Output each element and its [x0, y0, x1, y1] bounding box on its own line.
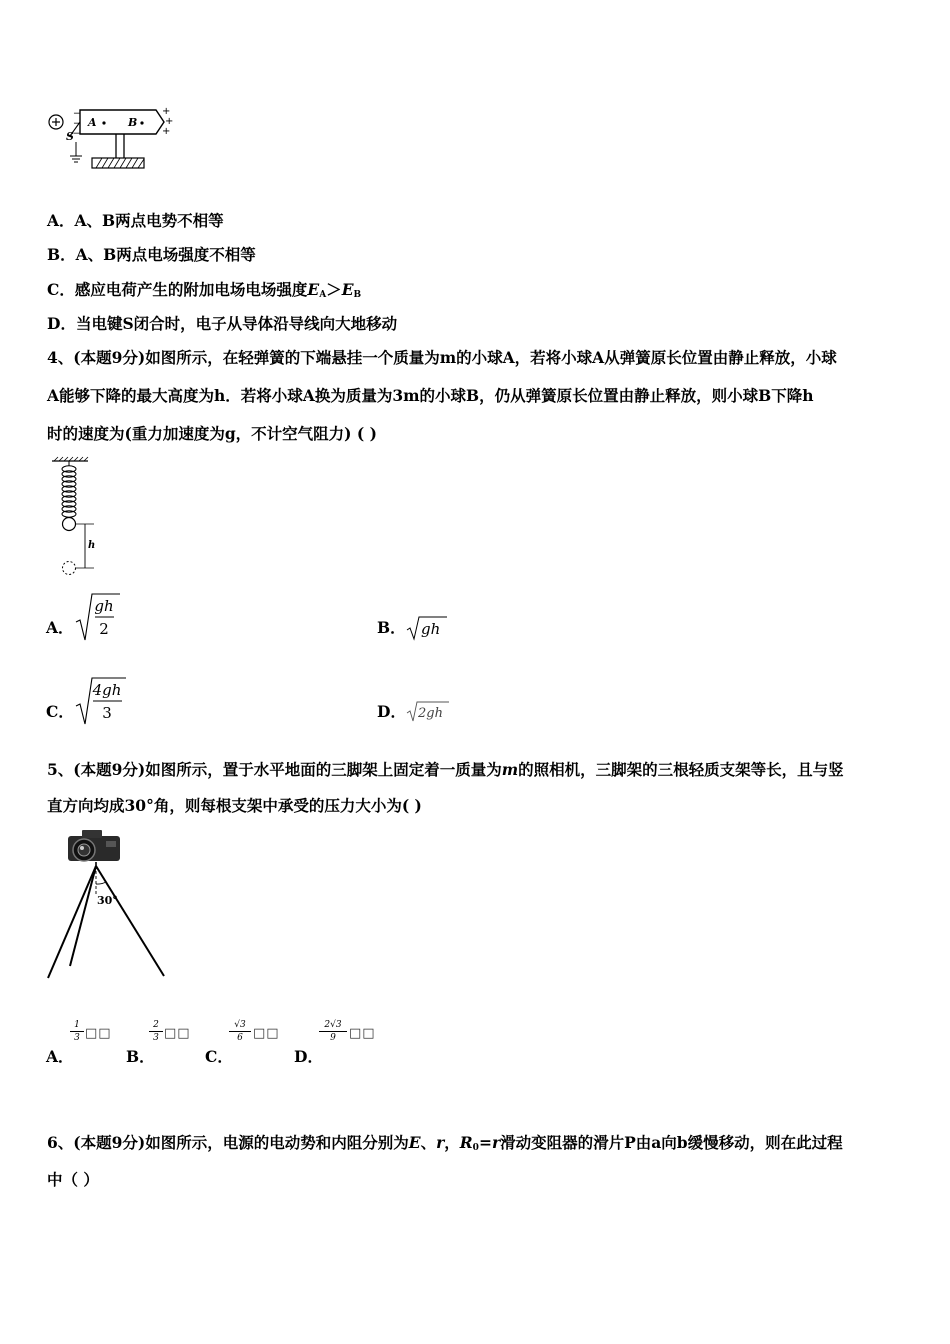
q5-option-c-letter: C．: [205, 1047, 233, 1066]
fraction-numerator: √3: [234, 1020, 246, 1030]
option-letter: A．: [47, 211, 75, 230]
fraction-denominator: 3: [102, 704, 112, 722]
switch-s-label: S: [66, 130, 74, 143]
q3-option-c: [47, 280, 361, 305]
separator: ，: [444, 1133, 460, 1152]
q5-option-d-fraction: [319, 1020, 347, 1043]
field-symbol-e: E: [341, 280, 354, 299]
q4-stem-line-1: 4、(本题9分)如图所示，在轻弹簧的下端悬挂一个质量为m的小球A，若将小球A从弹簧原长位置由静止释放，小球: [47, 348, 837, 367]
radicand: gh: [421, 620, 441, 638]
option-text: A、B两点电势不相等: [74, 211, 224, 230]
option-text: 感应电荷产生的附加电场电场强度: [74, 280, 308, 299]
spring-diagram: [48, 456, 108, 581]
plus-charge-2: +: [165, 116, 174, 127]
fraction-numerator: 1: [74, 1020, 80, 1030]
q4-option-c-formula: [74, 674, 130, 728]
stem-text: 的照相机，三脚架的三根轻质支架等长，且与竖: [518, 760, 844, 779]
q5-option-d-missing-glyphs: □□: [349, 1026, 376, 1041]
q4-stem-line-2: A能够下降的最大高度为h．若将小球A换为质量为3m的小球B，仍从弹簧原长位置由静止释放，则小球B下降h: [47, 386, 814, 405]
option-letter: C．: [47, 280, 75, 299]
equals-sign: =: [478, 1133, 492, 1152]
q4-option-a-formula: [74, 590, 124, 644]
q5-option-b-missing-glyphs: □□: [164, 1026, 191, 1041]
svg-text:−: −: [73, 129, 81, 139]
q4-option-d-letter: D．: [377, 702, 406, 721]
q4-option-b-formula: [405, 614, 455, 642]
subscript-b: B: [353, 290, 362, 300]
q4-option-d-formula: [405, 700, 455, 724]
separator: 、: [420, 1133, 437, 1152]
q4-option-b-letter: B．: [377, 618, 406, 637]
stem-text: 6、(本题9分)如图所示，电源的电动势和内阻分别为: [47, 1133, 409, 1152]
q4-stem-line-3: 时的速度为(重力加速度为g，不计空气阻力) ( ): [47, 424, 377, 443]
q4-option-a-letter: A．: [46, 618, 74, 637]
fraction-denominator: 3: [153, 1033, 159, 1043]
q5-stem-line-1: [47, 760, 844, 780]
q6-stem-line-2: 中（ ）: [47, 1170, 99, 1189]
plus-charge-3: +: [162, 126, 171, 137]
option-text: A、B两点电场强度不相等: [75, 245, 256, 264]
fraction-numerator: 4gh: [92, 681, 122, 699]
q5-option-c-missing-glyphs: □□: [253, 1026, 280, 1041]
fraction-numerator: 2: [153, 1020, 159, 1030]
fraction-numerator: 2√3: [324, 1020, 342, 1030]
q5-option-c-fraction: [229, 1020, 251, 1043]
svg-text:−: −: [73, 119, 81, 129]
q5-option-b-fraction: [149, 1020, 163, 1043]
option-text: 当电键S闭合时，电子从导体沿导线向大地移动: [75, 314, 398, 333]
camera-icon: [68, 830, 120, 861]
q5-option-a-missing-glyphs: □□: [85, 1026, 112, 1041]
height-label-h: h: [88, 540, 96, 551]
point-b-label: B: [128, 116, 138, 129]
q4-option-c-letter: C．: [46, 702, 74, 721]
q5-option-a-letter: A．: [46, 1047, 74, 1066]
field-symbol-e: E: [307, 280, 320, 299]
fraction-numerator: gh: [94, 597, 114, 615]
resistance-symbol-r: r: [436, 1133, 445, 1152]
greater-than: ＞: [326, 280, 342, 299]
resistor-symbol-r0: R: [459, 1133, 473, 1152]
q5-stem-line-2: 直方向均成30°角，则每根支架中承受的压力大小为( ): [47, 796, 422, 815]
q6-stem-line-1: [47, 1133, 843, 1158]
subscript-zero: 0: [472, 1143, 479, 1153]
mass-symbol-m: m: [501, 760, 519, 779]
q5-option-a-fraction: [70, 1020, 84, 1043]
radicand: 2gh: [418, 706, 443, 721]
option-letter: B．: [47, 245, 76, 264]
q3-option-d: [47, 314, 397, 334]
subscript-a: A: [319, 290, 327, 300]
fraction-denominator: 2: [99, 620, 109, 638]
plus-charge-1: +: [162, 106, 171, 117]
q3-option-b: [47, 245, 256, 265]
point-a-label: A: [88, 116, 97, 129]
q3-option-a: [47, 211, 224, 231]
tripod-camera-diagram: [44, 826, 174, 986]
fraction-denominator: 9: [330, 1033, 336, 1043]
angle-label: 30°: [97, 894, 118, 907]
stem-text: 5、(本题9分)如图所示，置于水平地面的三脚架上固定着一质量为: [47, 760, 502, 779]
svg-text:−: −: [73, 109, 81, 119]
fraction-denominator: 6: [237, 1033, 243, 1043]
option-letter: D．: [47, 314, 76, 333]
charged-conductor-diagram: [44, 102, 184, 177]
q5-option-d-letter: D．: [294, 1047, 323, 1066]
resistance-symbol-r: r: [491, 1133, 501, 1152]
stem-text: 滑动变阻器的滑片P由a向b缓慢移动，则在此过程: [500, 1133, 843, 1152]
fraction-denominator: 3: [74, 1033, 80, 1043]
q5-option-b-letter: B．: [126, 1047, 155, 1066]
emf-symbol-e: E: [408, 1133, 421, 1152]
